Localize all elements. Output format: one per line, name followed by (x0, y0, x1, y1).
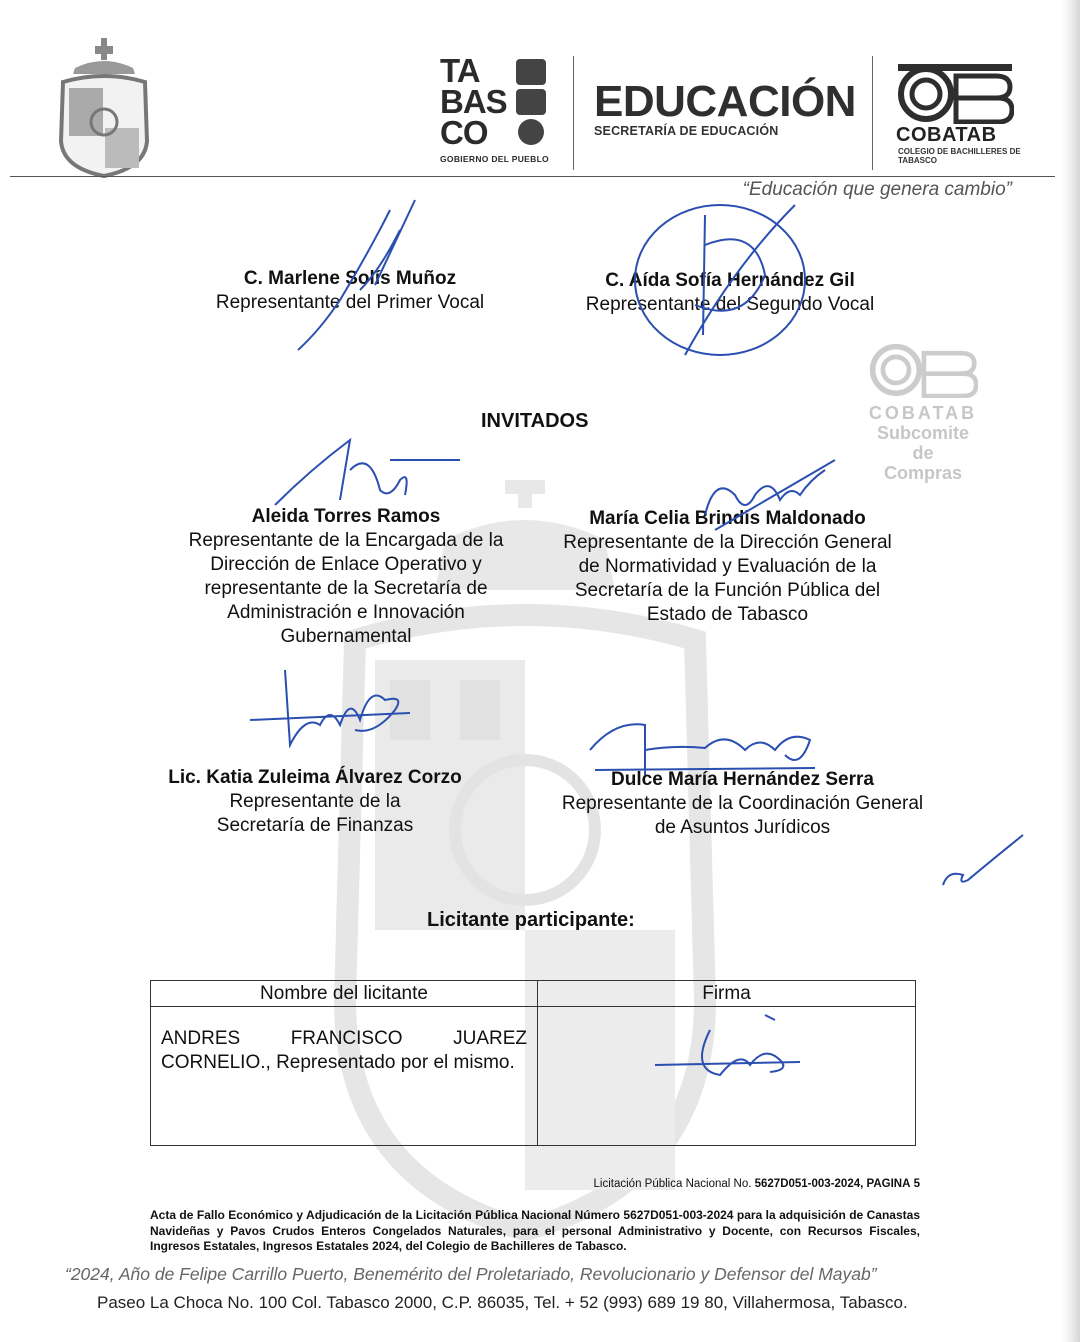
stamp-line: de (912, 443, 934, 463)
column-header-nombre: Nombre del licitante (151, 981, 538, 1007)
cobatab-title: COBATAB (896, 124, 997, 146)
table-header-row (151, 981, 916, 1007)
signatory-segundo-vocal (555, 269, 905, 317)
educacion-title: EDUCACIÓN (594, 77, 856, 126)
page-reference (594, 1178, 920, 1190)
signatory-role: Representante del Segundo Vocal (585, 294, 875, 315)
signatory-role: Representante de la Dirección General de Normatividad y Evaluación de la Secretaría de la Función Pública del Estado de Tabasco (563, 532, 892, 625)
licitante-title: Licitante participante: (427, 909, 635, 931)
scan-edge-shadow (1062, 0, 1080, 1342)
signatory-name: Lic. Katia Zuleima Álvarez Corzo (168, 767, 462, 788)
invitados-title: INVITADOS (481, 410, 589, 432)
signatory-invitado-4 (540, 768, 945, 840)
logo-line-2: BAS (440, 83, 507, 120)
bidder-name-cell: ANDRES FRANCISCO JUAREZ CORNELIO., Representado por el mismo. (151, 1007, 538, 1146)
cobatab-logo-icon (896, 62, 1014, 124)
column-header-firma: Firma (538, 981, 916, 1007)
signatory-role: Representante del Primer Vocal (215, 292, 485, 313)
signatory-name: María Celia Brindis Maldonado (589, 508, 866, 529)
bidder-table (150, 980, 916, 1146)
subcomite-stamp (858, 340, 988, 490)
signatory-name: Aleida Torres Ramos (251, 506, 441, 527)
secretaria-educacion-label: SECRETARÍA DE EDUCACIÓN (594, 124, 779, 138)
signatory-invitado-2 (545, 507, 910, 627)
stamp-line: COBATAB (868, 403, 978, 423)
signatory-role: Representante de la Encargada de la Dirección de Enlace Operativo y representante de la Secretaría de Administración e Innovación Gubernamental (188, 530, 504, 647)
address-line: Paseo La Choca No. 100 Col. Tabasco 2000, C.P. 86035, Tel. + 52 (993) 689 19 80, Villahermosa, Tabasco. (97, 1293, 908, 1312)
page-ref-prefix: Licitación Pública Nacional No. (593, 1178, 755, 1190)
signatory-invitado-3 (150, 766, 480, 838)
acta-description: Acta de Fallo Económico y Adjudicación de la Licitación Pública Nacional Número 5627D051-003-2024 para la adquisición de Canastas Navideñas y Pavos Crudos Enteros Congelados Naturales, para el personal Administrativo y Docente, con Recursos Fiscales, Ingresos Estatales, Ingresos Estatales 2024, del Colegio de Bachilleres de Tabasco. (150, 1208, 920, 1253)
signatory-name: Dulce María Hernández Serra (611, 769, 874, 790)
tabasco-subtitle: GOBIERNO DEL PUEBLO (440, 154, 549, 164)
cobatab-stamp-icon (868, 340, 978, 398)
header-divider (872, 56, 873, 170)
page-number: 5 (913, 1178, 920, 1190)
stamp-line: Compras (883, 463, 963, 483)
logo-line-1: TA (440, 52, 480, 89)
year-motto: “2024, Año de Felipe Carrillo Puerto, Benemérito del Proletariado, Revolucionario y Defensor del Mayab” (65, 1264, 877, 1284)
page-ref-number: 5627D051-003-2024, PAGINA (754, 1178, 911, 1190)
signatory-role: Representante de la Secretaría de Finanzas (216, 791, 414, 836)
bidder-signature-cell (538, 1007, 916, 1146)
margin-initial-mark (938, 830, 1028, 890)
stamp-line: Subcomite (876, 423, 969, 443)
signatory-role: Representante de la Coordinación General de Asuntos Jurídicos (561, 793, 924, 838)
table-row (151, 1007, 916, 1146)
tabasco-gobierno-logo (440, 52, 560, 173)
header-rule (10, 176, 1055, 177)
cobatab-subtitle: COLEGIO DE BACHILLERES DE TABASCO (898, 147, 1021, 165)
signatory-name: C. Aída Sofía Hernández Gil (605, 270, 855, 291)
signatory-name: C. Marlene Solís Muñoz (243, 268, 457, 289)
signatory-invitado-1 (170, 505, 522, 649)
slogan: “Educación que genera cambio” (742, 179, 1012, 200)
signatory-primer-vocal (190, 267, 510, 315)
header-divider (573, 56, 574, 170)
tabasco-crest-icon (55, 36, 153, 178)
logo-line-3: CO (440, 114, 488, 151)
